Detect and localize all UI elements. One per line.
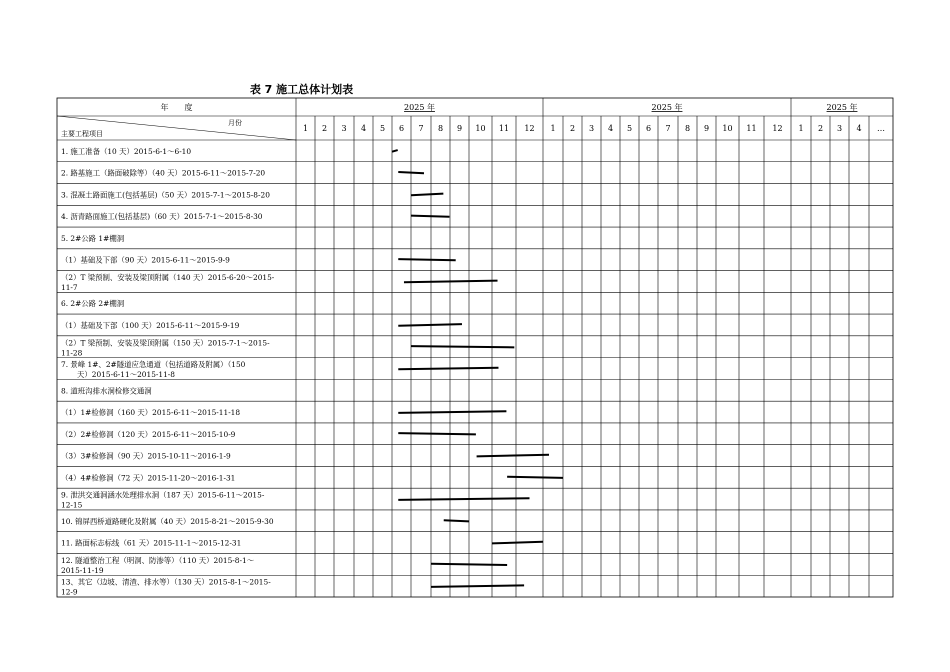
row-label: 6. 2#公路 2#棚洞 xyxy=(61,299,125,309)
month-number: 8 xyxy=(684,124,691,133)
month-number: 11 xyxy=(746,124,757,133)
month-number: 6 xyxy=(398,124,405,133)
row-label-continued: 11-7 xyxy=(61,283,78,293)
month-number: 4 xyxy=(360,124,367,133)
year-label: 2025 年 xyxy=(404,103,435,112)
month-number: … xyxy=(877,124,885,133)
schedule-bar xyxy=(411,194,443,196)
row-label-continued: 2015-11-19 xyxy=(61,565,104,575)
row-label: 7. 景峰 1#、2#隧道应急通道（包括道路及附属）（150 xyxy=(61,360,246,370)
month-number: 4 xyxy=(856,124,862,133)
month-number: 5 xyxy=(626,124,633,133)
row-label-continued: 12-9 xyxy=(61,587,78,597)
schedule-bar xyxy=(392,150,398,152)
month-number: 7 xyxy=(418,124,424,133)
row-label: 5. 2#公路 1#棚洞 xyxy=(61,233,125,243)
row-label-continued: 天）2015-6-11～2015-11-8 xyxy=(77,370,175,380)
schedule-bar xyxy=(398,259,455,260)
month-number: 3 xyxy=(588,124,595,133)
month-number: 11 xyxy=(498,124,510,133)
table-title: 表 7 施工总体计划表 xyxy=(249,83,354,96)
schedule-bar xyxy=(431,585,524,587)
month-number: 1 xyxy=(550,124,556,133)
row-label: 3. 混凝土路面施工(包括基层)（50 天）2015-7-1～2015-8-20 xyxy=(61,190,270,200)
item-header-label: 主要工程项目 xyxy=(61,130,103,138)
row-label: 13、其它（边坡、清渣、排水等）（130 天）2015-8-1～2015- xyxy=(61,577,271,587)
row-label: 2. 路基施工（路面破除等）（40 天）2015-6-11～2015-7-20 xyxy=(61,168,266,178)
month-number: 12 xyxy=(524,124,535,133)
month-number: 3 xyxy=(341,124,347,133)
schedule-bar xyxy=(398,498,529,500)
row-label: （1）基础及下部（90 天）2015-6-11～2015-9-9 xyxy=(61,255,230,265)
schedule-bar xyxy=(492,542,543,544)
month-number: 5 xyxy=(379,124,386,133)
schedule-bar xyxy=(398,172,424,173)
month-number: 10 xyxy=(722,124,733,133)
row-label: （1）基础及下部（100 天）2015-6-11～2015-9-19 xyxy=(61,320,240,330)
month-number: 1 xyxy=(302,124,309,133)
year-label: 2025 年 xyxy=(651,103,683,112)
month-number: 2 xyxy=(569,124,576,133)
schedule-bar xyxy=(411,216,449,217)
row-label: （2）T 梁预制、安装及梁顶附属（140 天）2015-6-20～2015- xyxy=(61,273,275,283)
schedule-bar xyxy=(398,368,498,370)
month-number: 9 xyxy=(456,124,463,133)
month-number: 2 xyxy=(321,124,328,133)
schedule-bar xyxy=(404,281,498,283)
month-number: 7 xyxy=(665,124,671,133)
month-number: 2 xyxy=(817,124,824,133)
schedule-bar xyxy=(477,455,549,457)
row-label: 8. 道班沟排水洞检修交通洞 xyxy=(61,386,152,396)
month-header-label: 月份 xyxy=(228,119,242,127)
row-label: 12. 隧道整治工程（明洞、防渗等）（110 天）2015-8-1～ xyxy=(61,555,255,565)
month-number: 1 xyxy=(798,124,804,133)
schedule-bar xyxy=(398,324,462,326)
schedule-bar xyxy=(411,346,514,347)
row-label: （1）1#检修洞（160 天）2015-6-11～2015-11-18 xyxy=(61,408,241,418)
year-header-label: 年 度 xyxy=(160,103,193,112)
row-label: （4）4#检修洞（72 天）2015-11-20～2016-1-31 xyxy=(61,473,236,483)
row-label: 11. 路面标志标线（61 天）2015-11-1～2015-12-31 xyxy=(61,538,242,548)
month-number: 4 xyxy=(607,124,614,133)
month-number: 3 xyxy=(836,124,843,133)
row-label: 10. 锦屏西桥道路硬化及附属（40 天）2015-8-21～2015-9-30 xyxy=(61,516,274,526)
schedule-bar xyxy=(398,411,506,413)
row-label: （2）T 梁预制、安装及梁顶附属（150 天）2015-7-1～2015- xyxy=(61,338,270,348)
year-label: 2025 年 xyxy=(826,103,858,112)
row-label: （2）2#检修洞（120 天）2015-6-11～2015-10-9 xyxy=(61,429,236,439)
row-label-continued: 11-28 xyxy=(61,348,83,358)
schedule-bar xyxy=(398,433,476,434)
schedule-bar xyxy=(507,477,563,478)
row-label: 9. 泄洪交通洞涵水处理排水洞（187 天）2015-6-11～2015- xyxy=(61,490,265,500)
schedule-bar xyxy=(444,520,469,521)
schedule-bar xyxy=(431,564,507,565)
month-number: 12 xyxy=(772,124,783,133)
row-label: 4. 沥青路面施工(包括基层)（60 天）2015-7-1～2015-8-30 xyxy=(61,212,263,222)
month-number: 8 xyxy=(437,124,444,133)
row-label: （3）3#检修洞（90 天）2015-10-11～2016-1-9 xyxy=(61,451,231,461)
row-label: 1. 施工准备（10 天）2015-6-1～6-10 xyxy=(61,146,192,156)
month-number: 10 xyxy=(475,124,486,133)
month-number: 6 xyxy=(645,124,652,133)
row-label-continued: 12-15 xyxy=(61,500,83,510)
month-number: 9 xyxy=(703,124,710,133)
